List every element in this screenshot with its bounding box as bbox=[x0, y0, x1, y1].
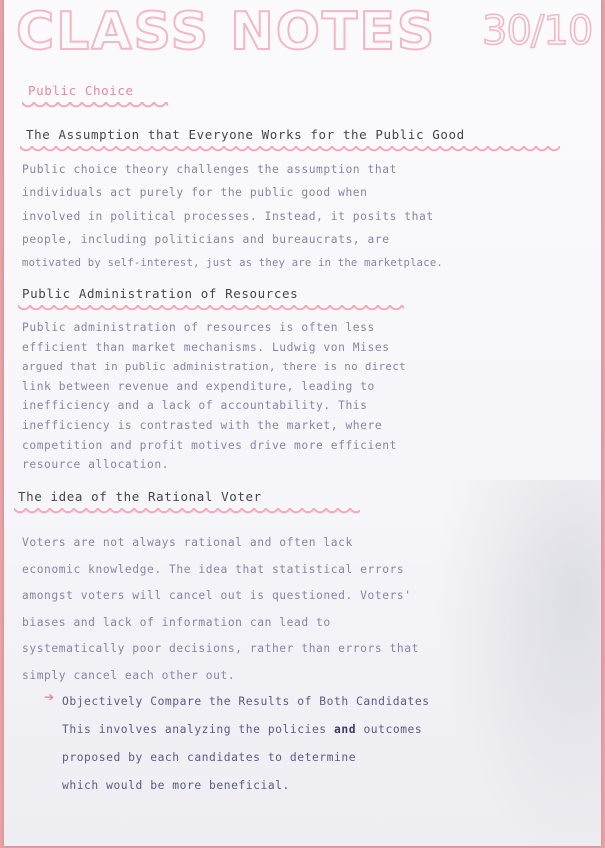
bullet-line: Objectively Compare the Results of Both Candidates bbox=[62, 695, 430, 708]
section-body bbox=[22, 318, 601, 475]
section-underline bbox=[14, 508, 360, 514]
text-line: inefficiency and a lack of accountability. This bbox=[22, 399, 368, 413]
section-heading: The idea of the Rational Voter bbox=[18, 489, 262, 504]
text-line: inefficiency is contrasted with the market, where bbox=[22, 418, 383, 432]
bullet-text: outcomes bbox=[363, 723, 423, 736]
text-line: systematically poor decisions, rather than errors that bbox=[22, 642, 419, 655]
heading-underline bbox=[22, 102, 168, 108]
bullet-point bbox=[62, 688, 601, 800]
text-line: link between revenue and expenditure, leading to bbox=[22, 379, 375, 393]
page-date: 30/10 bbox=[482, 8, 593, 54]
text-line: involved in political processes. Instead, it posits that bbox=[22, 209, 434, 223]
section-body bbox=[22, 158, 601, 275]
text-line: Public choice theory challenges the assumption that bbox=[22, 163, 397, 176]
text-line: argued that in public administration, there is no direct bbox=[22, 360, 406, 374]
text-line: resource allocation. bbox=[22, 458, 170, 472]
text-line: motivated by self-interest, just as they are in the marketplace. bbox=[22, 256, 443, 269]
text-line: efficient than market mechanisms. Ludwig von Mises bbox=[22, 340, 390, 354]
section-underline bbox=[18, 305, 404, 311]
text-line: competition and profit motives drive more efficient bbox=[22, 438, 397, 452]
bullet-line: which would be more beneficial. bbox=[62, 779, 290, 792]
bullet-line: proposed by each candidates to determine bbox=[62, 751, 357, 764]
arrow-right-icon: ➔ bbox=[44, 690, 55, 704]
emphasis-word: and bbox=[334, 723, 357, 736]
text-line: Public administration of resources is often less bbox=[22, 321, 375, 334]
text-line: people, including politicians and bureaucrats, are bbox=[22, 233, 390, 247]
page-title: CLASS NOTES bbox=[16, 2, 437, 62]
topic-heading: Public Choice bbox=[28, 83, 134, 98]
text-line: simply cancel each other out. bbox=[22, 668, 236, 682]
bullet-line bbox=[62, 716, 601, 744]
text-line: biases and lack of information can lead to bbox=[22, 615, 331, 629]
section-underline bbox=[20, 146, 560, 152]
notebook-page bbox=[4, 0, 601, 846]
text-line: Voters are not always rational and often lack bbox=[22, 536, 353, 549]
bullet-text: This involves analyzing the policies bbox=[62, 723, 327, 736]
section-body bbox=[22, 530, 601, 689]
text-line: economic knowledge. The idea that statistical errors bbox=[22, 562, 405, 576]
text-line: amongst voters will cancel out is questioned. Voters' bbox=[22, 589, 412, 602]
section-heading: The Assumption that Everyone Works for the Public Good bbox=[26, 127, 465, 142]
section-heading: Public Administration of Resources bbox=[22, 286, 299, 301]
text-line: individuals act purely for the public good when bbox=[22, 186, 368, 200]
